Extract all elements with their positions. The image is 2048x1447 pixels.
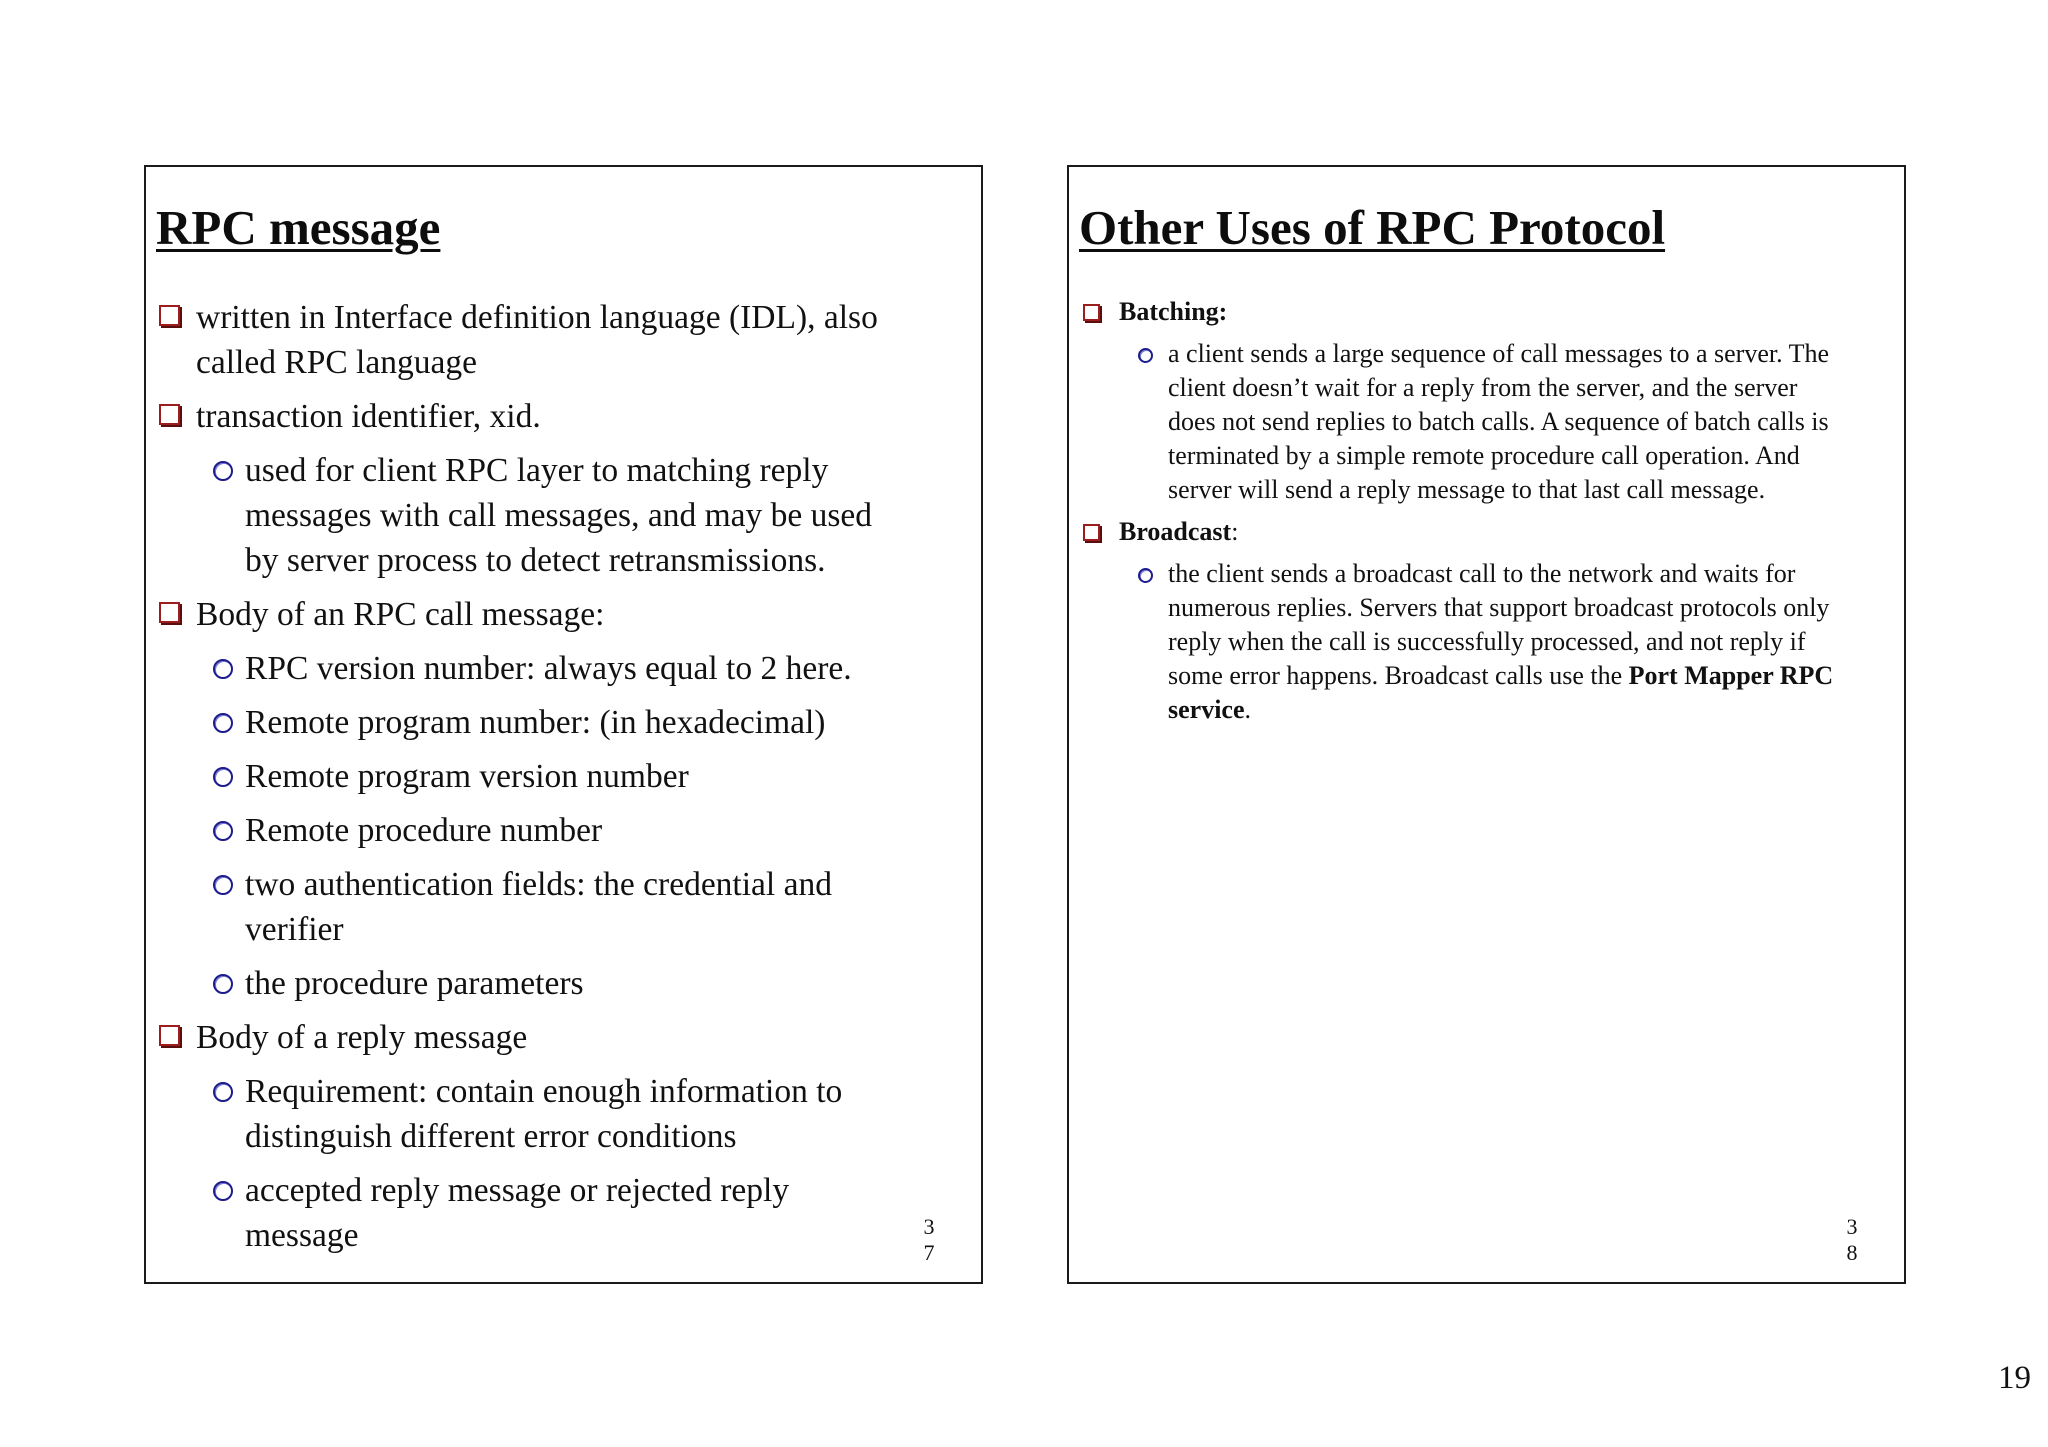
list-item: the client sends a broadcast call to the network and waits for numerous replies. Servers that support broadcast protocols only reply when the call is successfully processed, and not reply if some error happens. Broadcast calls use the Port Mapper RPC service. [1079, 557, 1894, 727]
slide-number: 3 7 [923, 1214, 935, 1265]
bullet-list [1079, 295, 1894, 727]
circle-bullet-icon [1138, 348, 1153, 363]
circle-bullet-icon [213, 875, 233, 895]
list-item: used for client RPC layer to matching reply messages with call messages, and may be used by server process to detect retransmissions. [156, 448, 971, 583]
bullet-list [156, 295, 971, 1258]
slide-number: 3 8 [1846, 1214, 1858, 1265]
list-item: accepted reply message or rejected reply message [156, 1168, 971, 1258]
circle-bullet-icon [213, 1181, 233, 1201]
list-item: written in Interface definition language (IDL), also called RPC language [156, 295, 971, 385]
square-bullet-icon [159, 404, 180, 425]
square-bullet-icon [159, 602, 180, 623]
square-bullet-icon [1083, 524, 1100, 541]
list-item: two authentication fields: the credential and verifier [156, 862, 971, 952]
list-item: a client sends a large sequence of call messages to a server. The client doesn’t wait for a reply from the server, and the server does not send replies to batch calls. A sequence of batch calls is terminated by a simple remote procedure call operation. And server will send a reply message to that last call message. [1079, 337, 1894, 507]
list-item: Remote program number: (in hexadecimal) [156, 700, 971, 745]
square-bullet-icon [159, 1025, 180, 1046]
circle-bullet-icon [213, 974, 233, 994]
list-item: Requirement: contain enough information to distinguish different error conditions [156, 1069, 971, 1159]
slide-title: Other Uses of RPC Protocol [1079, 200, 1666, 255]
slide-rpc-message [144, 165, 983, 1284]
list-item: RPC version number: always equal to 2 here. [156, 646, 971, 691]
slide-other-uses-rpc [1067, 165, 1906, 1284]
list-item-batching: Batching: [1079, 295, 1894, 329]
list-item: Remote procedure number [156, 808, 971, 853]
circle-bullet-icon [1138, 568, 1153, 583]
list-item: Remote program version number [156, 754, 971, 799]
page-number: 19 [1998, 1360, 2031, 1396]
circle-bullet-icon [213, 461, 233, 481]
circle-bullet-icon [213, 659, 233, 679]
list-item: the procedure parameters [156, 961, 971, 1006]
circle-bullet-icon [213, 821, 233, 841]
slide-title: RPC message [156, 200, 441, 255]
circle-bullet-icon [213, 767, 233, 787]
list-item: transaction identifier, xid. [156, 394, 971, 439]
square-bullet-icon [1083, 304, 1100, 321]
list-item: Body of an RPC call message: [156, 592, 971, 637]
circle-bullet-icon [213, 713, 233, 733]
list-item: Body of a reply message [156, 1015, 971, 1060]
square-bullet-icon [159, 305, 180, 326]
circle-bullet-icon [213, 1082, 233, 1102]
list-item-broadcast: Broadcast: [1079, 515, 1894, 549]
